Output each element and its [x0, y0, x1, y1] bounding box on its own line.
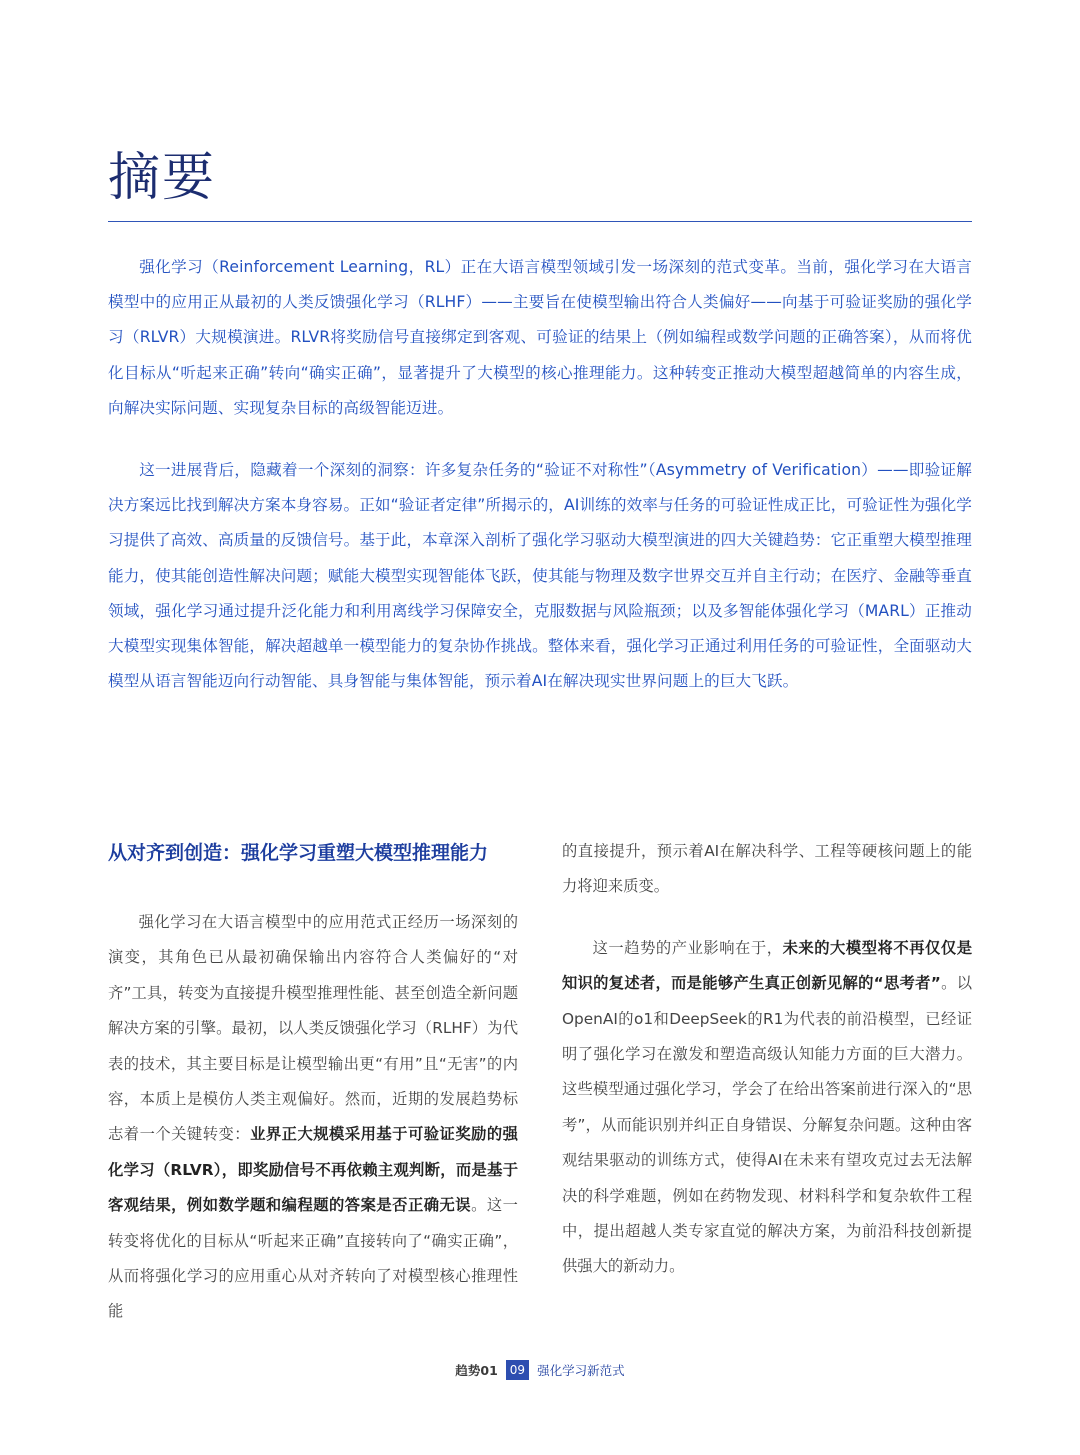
right-paragraph-2-text-b: 。以OpenAI的o1和DeepSeek的R1为代表的前沿模型，已经证明了强化学习在激发和塑造高级认知能力方面的巨大潜力。这些模型通过强化学习，学会了在给出答案前进行深入的“思考”，从而能识别并纠正自身错误、分解复杂问题。这种由客观结果驱动的训练方式，使得AI在未来有望攻克过去无法解决的科学难题，例如在药物发现、材料科学和复杂软件工程中，提出超越人类专家直觉的解决方案，为前沿科技创新提供强大的新动力。: [562, 974, 972, 1276]
right-paragraph-2-text-a: 这一趋势的产业影响在于，: [592, 938, 783, 957]
right-paragraph-1: 的直接提升，预示着AI在解决科学、工程等硬核问题上的能力将迎来质变。: [562, 842, 972, 896]
left-paragraph-1-emphasis: 业界正大规模采用基于可验证奖励的强化学习（RLVR），即奖励信号不再依赖主观判断，而是基于客观结果，例如数学题和编程题的答案是否正确无误: [108, 1125, 518, 1215]
abstract-paragraph-1: 强化学习（Reinforcement Learning，RL）正在大语言模型领域引发一场深刻的范式变革。当前，强化学习在大语言模型中的应用正从最初的人类反馈强化学习（RLHF）——主要旨在使模型输出符合人类偏好——向基于可验证奖励的强化学习（RLVR）大规模演进。RLVR将奖励信号直接绑定到客观、可验证的结果上（例如编程或数学问题的正确答案），从而将优化目标从“听起来正确”转向“确实正确”，显著提升了大模型的核心推理能力。这种转变正推动大模型超越简单的内容生成，向解决实际问题、实现复杂目标的高级智能迈进。: [108, 258, 972, 417]
footer-trend-label: 趋势01: [455, 1363, 498, 1378]
right-column: [562, 834, 972, 1285]
left-paragraph-1: [108, 905, 518, 1330]
right-paragraph-2: [562, 931, 972, 1285]
footer-chapter-name: 强化学习新范式: [537, 1363, 625, 1378]
title-divider: [108, 221, 972, 222]
abstract-paragraph-2: 这一进展背后，隐藏着一个深刻的洞察：许多复杂任务的“验证不对称性”（Asymmetry of Verification）——即验证解决方案远比找到解决方案本身容易。正如“验证者定律”所揭示的，AI训练的效率与任务的可验证性成正比，可验证性为强化学习提供了高效、高质量的反馈信号。基于此，本章深入剖析了强化学习驱动大模型演进的四大关键趋势：它正重塑大模型推理能力，使其能创造性解决问题；赋能大模型实现智能体飞跃，使其能与物理及数字世界交互并自主行动；在医疗、金融等垂直领域，强化学习通过提升泛化能力和利用离线学习保障安全，克服数据与风险瓶颈；以及多智能体强化学习（MARL）正推动大模型实现集体智能，解决超越单一模型能力的复杂协作挑战。整体来看，强化学习正通过利用任务的可验证性，全面驱动大模型从语言智能迈向行动智能、具身智能与集体智能，预示着AI在解决现实世界问题上的巨大飞跃。: [108, 461, 972, 691]
right-paragraph-2-emphasis: 未来的大模型将不再仅仅是知识的复述者，而是能够产生真正创新见解的“思考者”: [562, 938, 972, 993]
page-footer: [0, 1359, 1080, 1381]
page-number-badge: 09: [506, 1360, 529, 1380]
left-column: [108, 834, 518, 1330]
page-title: 摘要: [108, 148, 217, 208]
abstract-block: [108, 250, 972, 699]
section-heading: 从对齐到创造：强化学习重塑大模型推理能力: [108, 842, 489, 864]
left-paragraph-1-text-b: 。这一转变将优化的目标从“听起来正确”直接转向了“确实正确”，从而将强化学习的应用重心从对齐转向了对模型核心推理性能: [108, 1196, 518, 1321]
left-paragraph-1-text-a: 强化学习在大语言模型中的应用范式正经历一场深刻的演变，其角色已从最初确保输出内容符合人类偏好的“对齐”工具，转变为直接提升模型推理性能、甚至创造全新问题解决方案的引擎。最初，以人类反馈强化学习（RLHF）为代表的技术，其主要目标是让模型输出更“有用”且“无害”的内容，本质上是模仿人类主观偏好。然而，近期的发展趋势标志着一个关键转变：: [108, 913, 518, 1144]
